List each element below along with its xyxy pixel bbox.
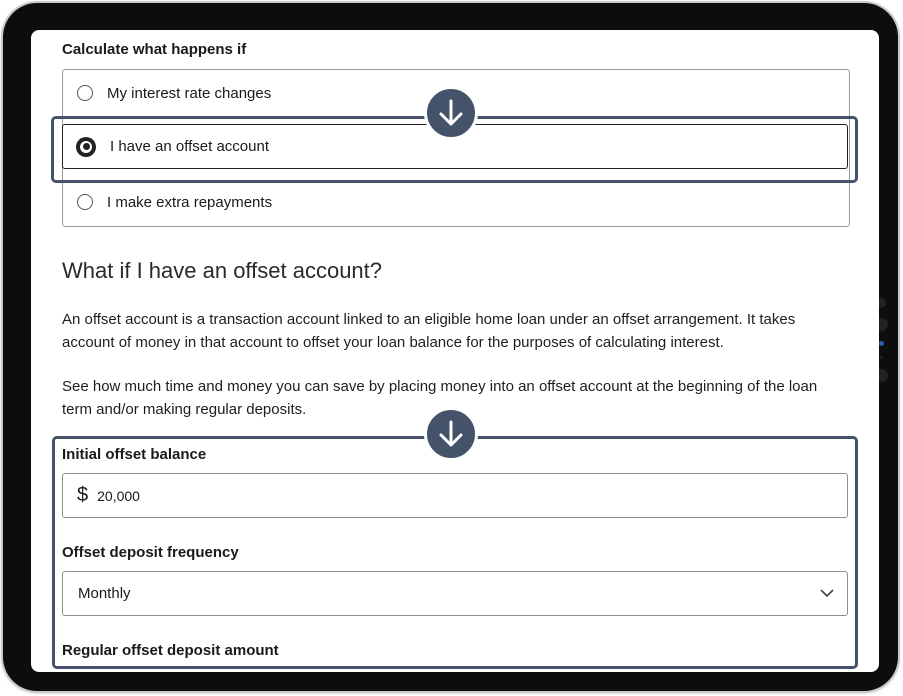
radio-button-unselected[interactable] (77, 85, 93, 101)
section-title: What if I have an offset account? (62, 258, 383, 283)
deposit-frequency-label: Offset deposit frequency (62, 544, 239, 561)
currency-symbol: $ (77, 484, 89, 506)
initial-balance-value: 20,000 (97, 487, 140, 504)
tablet-frame (3, 3, 898, 691)
scenario-label: Calculate what happens if (62, 41, 247, 58)
offset-savings-description: See how much time and money you can save by placing money into an offset account at the beginning of the loan term and/or making regular deposits. (62, 378, 818, 418)
radio-label: I have an offset account (110, 138, 270, 155)
arrow-down-icon (424, 86, 478, 140)
deposit-frequency-value: Monthly (78, 585, 131, 602)
initial-balance-label: Initial offset balance (62, 446, 207, 463)
highlight-box-offset-fields (52, 436, 858, 669)
radio-button-unselected[interactable] (77, 194, 93, 210)
offset-description: An offset account is a transaction account linked to an eligible home loan under an offset arrangement. It takes account of money in that account to offset your loan balance for the purposes of calculating interest. (62, 311, 796, 351)
regular-deposit-label: Regular offset deposit amount (62, 642, 279, 659)
arrow-down-icon (424, 407, 478, 461)
radio-label: I make extra repayments (107, 193, 273, 211)
radio-option-extra-repayments[interactable] (63, 179, 849, 225)
screen (31, 30, 879, 672)
radio-label: My interest rate changes (107, 84, 272, 102)
